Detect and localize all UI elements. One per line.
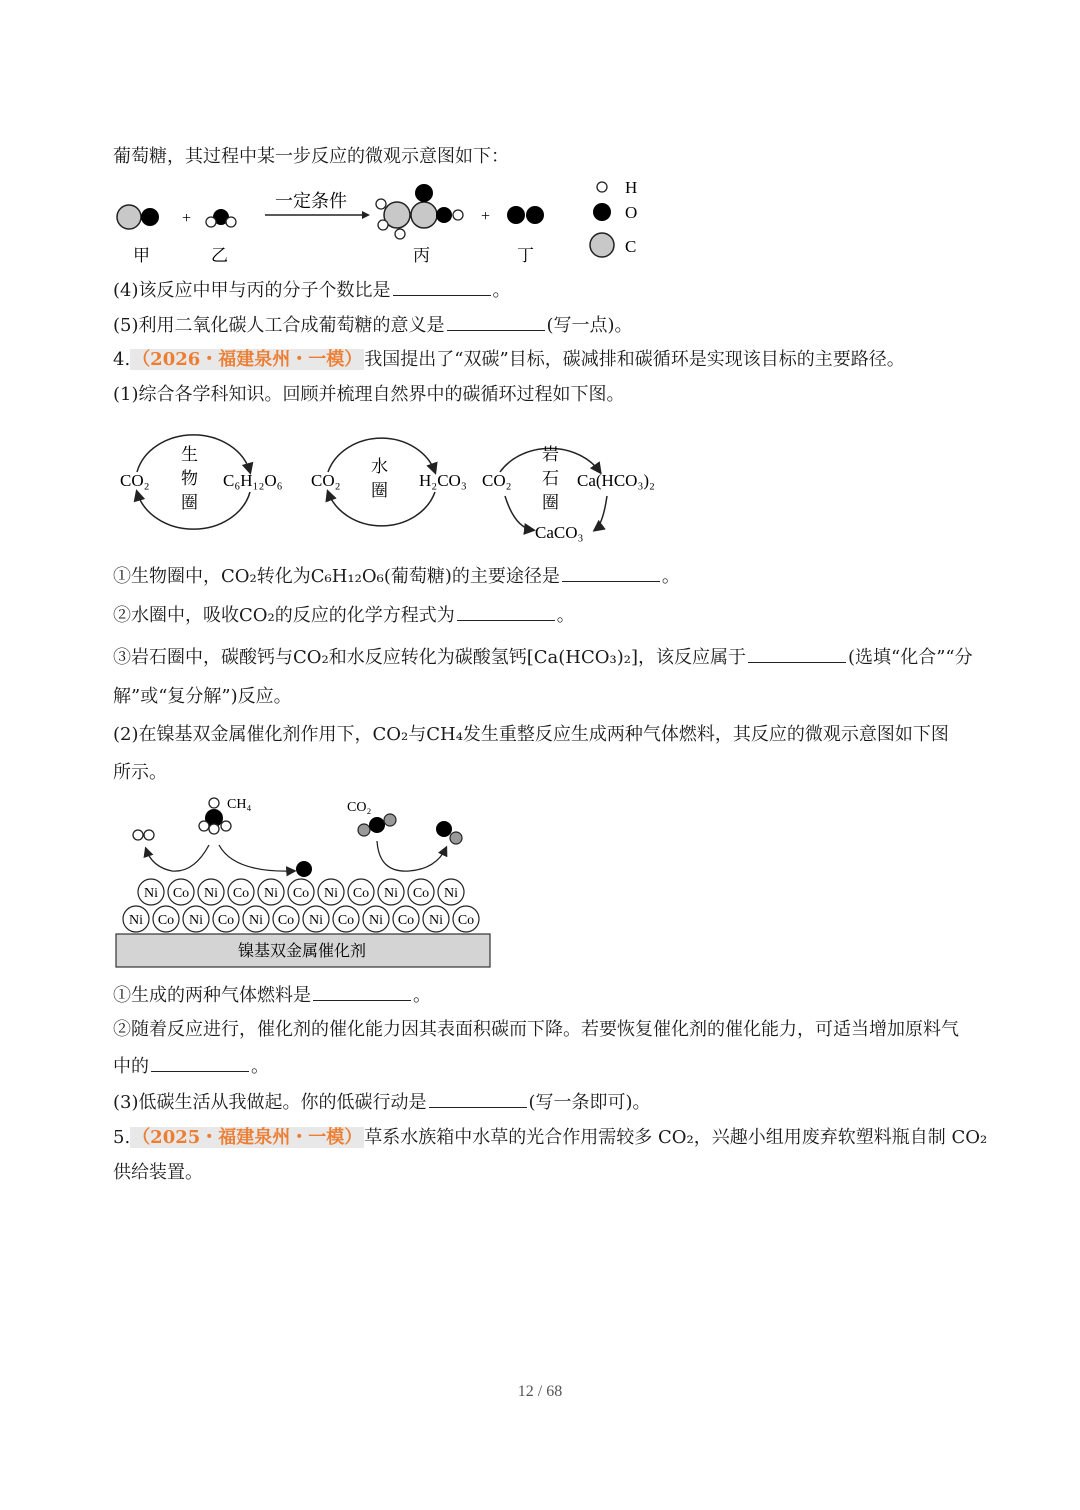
answer-blank[interactable] bbox=[748, 646, 846, 663]
answer-blank[interactable] bbox=[393, 279, 491, 296]
problem-5-header: 5. （2025・福建泉州・一模） 草系水族箱中水草的光合作用需较多 CO₂，兴趣小组用废弃软塑料瓶自制 CO₂ bbox=[113, 1127, 988, 1148]
legend-o: O bbox=[625, 203, 638, 222]
ch4-label: CH₄ bbox=[227, 797, 252, 812]
problem-4-q3-cont: 解”或“复分解”)反应。 bbox=[113, 686, 292, 707]
problem-4-q2: ②水圈中，吸收CO₂的反应的化学方程式为 。 bbox=[113, 605, 575, 626]
source-tag: （2026・福建泉州・一模） bbox=[132, 349, 363, 370]
problem-5-text: 供给装置。 bbox=[113, 1162, 203, 1183]
svg-text:圈: 圈 bbox=[371, 481, 388, 500]
catalyst-atom-label: Ni bbox=[204, 886, 218, 901]
caco3-label: CaCO₃ bbox=[535, 523, 584, 542]
plus-sign: + bbox=[182, 210, 192, 227]
label-ding: 丁 bbox=[517, 246, 534, 265]
svg-text:物: 物 bbox=[181, 469, 198, 488]
svg-text:水: 水 bbox=[371, 457, 388, 476]
problem-4-q4: ①生成的两种气体燃料是 。 bbox=[113, 985, 431, 1006]
catalyst-atom-label: Co bbox=[157, 913, 175, 928]
answer-blank[interactable] bbox=[151, 1055, 249, 1072]
legend-c: C bbox=[625, 237, 637, 256]
catalyst-atom-label: Ni bbox=[264, 886, 278, 901]
catalyst-atom-label: Co bbox=[217, 913, 235, 928]
answer-blank[interactable] bbox=[457, 604, 555, 621]
co2-label: CO₂ bbox=[120, 471, 150, 490]
catalyst-atom-label: Ni bbox=[444, 886, 458, 901]
problem-4-q1: ①生物圈中，CO₂转化为C₆H₁₂O₆(葡萄糖)的主要途径是 。 bbox=[113, 566, 680, 587]
reaction-diagram bbox=[110, 175, 670, 270]
problem-4-sub1: (1)综合各学科知识。回顾并梳理自然界中的碳循环过程如下图。 bbox=[113, 384, 625, 405]
svg-text:圈: 圈 bbox=[181, 493, 198, 512]
legend-h: H bbox=[625, 178, 638, 197]
catalyst-atom-label: Co bbox=[457, 913, 475, 928]
catalyst-atom-label: Co bbox=[292, 886, 310, 901]
label-jia: 甲 bbox=[133, 246, 150, 265]
problem-4-q3: ③岩石圈中，碳酸钙与CO₂和水反应转化为碳酸氢钙[Ca(HCO₃)₂]，该反应属于 (选填“化合”“分 bbox=[113, 647, 973, 668]
glucose-label: C₆H₁₂O₆ bbox=[223, 471, 283, 490]
answer-blank[interactable] bbox=[562, 565, 660, 582]
catalyst-atom-label: Co bbox=[397, 913, 415, 928]
catalyst-atom-label: Co bbox=[232, 886, 250, 901]
catalyst-atom-label: Ni bbox=[429, 913, 443, 928]
catalyst-atom-label: Co bbox=[412, 886, 430, 901]
problem-4-q5: ②随着反应进行，催化剂的催化能力因其表面积碳而下降。若要恢复催化剂的催化能力，可适当增加原料气 bbox=[113, 1019, 959, 1040]
problem-4-sub2: (2)在镍基双金属催化剂作用下，CO₂与CH₄发生重整反应生成两种气体燃料，其反应的微观示意图如下图 bbox=[113, 724, 949, 745]
catalyst-atom-label: Ni bbox=[249, 913, 263, 928]
source-tag: （2025・福建泉州・一模） bbox=[132, 1127, 363, 1148]
catalyst-atom-label: Ni bbox=[189, 913, 203, 928]
catalyst-atom-label: Ni bbox=[309, 913, 323, 928]
problem-4-header: 4. （2026・福建泉州・一模） 我国提出了“双碳”目标，碳减排和碳循环是实现该目标的主要路径。 bbox=[113, 349, 905, 370]
question-5: (5)利用二氧化碳人工合成葡萄糖的意义是 (写一点)。 bbox=[113, 315, 633, 336]
catalyst-atom-label: Co bbox=[172, 886, 190, 901]
svg-text:石: 石 bbox=[542, 469, 559, 488]
catalyst-atom-label: Ni bbox=[129, 913, 143, 928]
catalyst-atom-label: Co bbox=[277, 913, 295, 928]
catalyst-atom-label: Ni bbox=[384, 886, 398, 901]
catalyst-atom-layer bbox=[123, 879, 479, 932]
label-bing: 丙 bbox=[413, 246, 430, 265]
problem-4-q5-cont: 中的 。 bbox=[113, 1056, 269, 1077]
svg-text:圈: 圈 bbox=[542, 493, 559, 512]
label-yi: 乙 bbox=[211, 246, 228, 265]
catalyst-atom-label: Co bbox=[337, 913, 355, 928]
catalyst-diagram bbox=[114, 793, 494, 971]
catalyst-atom-label: Ni bbox=[369, 913, 383, 928]
answer-blank[interactable] bbox=[429, 1091, 527, 1108]
question-4: (4)该反应中甲与丙的分子个数比是 。 bbox=[113, 280, 511, 301]
condition-label: 一定条件 bbox=[275, 191, 347, 211]
svg-text:岩: 岩 bbox=[542, 445, 559, 464]
catalyst-base-label: 镍基双金属催化剂 bbox=[237, 943, 367, 960]
h2co3-label: H₂CO₃ bbox=[419, 471, 467, 490]
answer-blank[interactable] bbox=[313, 984, 411, 1001]
catalyst-atom-label: Ni bbox=[144, 886, 158, 901]
problem-4-sub3: (3)低碳生活从我做起。你的低碳行动是 (写一条即可)。 bbox=[113, 1092, 651, 1113]
cahco3-label: Ca(HCO₃)₂ bbox=[577, 471, 655, 490]
svg-text:生: 生 bbox=[181, 445, 198, 464]
problem-4-sub2-cont: 所示。 bbox=[113, 762, 167, 783]
svg-text:+: + bbox=[481, 208, 491, 225]
svg-text:CO₂: CO₂ bbox=[482, 471, 512, 490]
carbon-cycle-diagram bbox=[115, 420, 675, 550]
co2-mol-label: CO₂ bbox=[347, 800, 372, 815]
svg-text:CO₂: CO₂ bbox=[311, 471, 341, 490]
page-number: 12 / 68 bbox=[517, 1383, 563, 1400]
catalyst-atom-label: Ni bbox=[324, 886, 338, 901]
catalyst-atom-label: Co bbox=[352, 886, 370, 901]
intro-text: 葡萄糖，其过程中某一步反应的微观示意图如下： bbox=[113, 146, 509, 167]
answer-blank[interactable] bbox=[447, 314, 545, 331]
